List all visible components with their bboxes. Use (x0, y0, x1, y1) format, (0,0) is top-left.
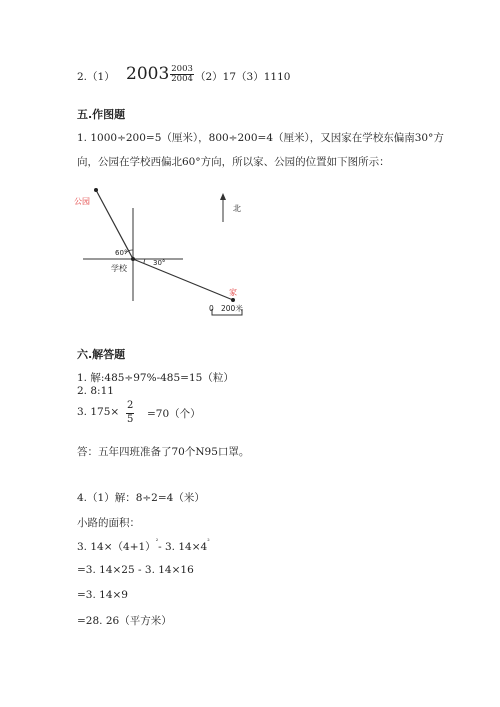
q4-line2: 小路的面积： (77, 517, 140, 529)
answer2: 2. 8:11 (77, 385, 114, 397)
answer3-prefix: 3. 175× (77, 406, 120, 418)
angle30-label: 30° (153, 259, 166, 267)
q4-line3-part2: - 3. 14×4 (158, 541, 208, 553)
answer3-frac-den: 5 (127, 413, 134, 425)
q2-label: 2.（1） (77, 71, 115, 83)
q2-fraction (170, 65, 194, 85)
school-label: 学校 (111, 264, 127, 273)
q2-mixed-number (126, 64, 194, 84)
north-label: 北 (233, 204, 241, 213)
location-diagram (70, 180, 270, 325)
home-label: 家 (229, 288, 237, 297)
section5-line2: 向，公园在学校西偏北60°方向，所以家、公园的位置如下图所示： (77, 156, 390, 168)
q4-line6: =28. 26（平方米） (77, 615, 172, 627)
answer1: 1. 解:485÷97%-485=15（粒） (77, 372, 234, 384)
home-point (231, 298, 235, 302)
answer3-suffix: =70（个） (147, 408, 201, 420)
park-label: 公园 (74, 197, 90, 206)
home-line (133, 259, 233, 300)
park-point (94, 188, 98, 192)
section5-heading: 五.作图题 (77, 108, 126, 121)
q4-line5: =3. 14×9 (77, 589, 128, 601)
section5-line1: 1. 1000÷200=5（厘米），800÷200=4（厘米），又因家在学校东偏南30°方 (77, 132, 444, 144)
angle30-arc (144, 259, 145, 263)
q4-line1: 4.（1）解：8÷2=4（米） (77, 492, 205, 504)
scale-zero-label: 0 (209, 304, 214, 313)
section6-heading: 六.解答题 (77, 348, 126, 361)
q2-rest: （2）17（3）1110 (195, 71, 291, 83)
q2-frac-num: 2003 (171, 63, 193, 74)
q2-whole: 2003 (126, 64, 170, 84)
angle60-label: 60° (115, 249, 128, 257)
north-arrow-icon (220, 193, 226, 200)
answer3-fraction (126, 400, 134, 426)
school-point (131, 257, 135, 261)
q4-line3-sup1: ² (155, 538, 159, 545)
q4-line3-part1: 3. 14×（4+1） (77, 541, 156, 553)
q4-line3-sup2: ² (207, 538, 210, 545)
answer3-frac-num: 2 (126, 400, 134, 414)
scale-length-label: 200米 (221, 304, 243, 313)
q2-frac-den: 2004 (171, 74, 193, 84)
q4-line3 (77, 539, 210, 554)
answer3-conclusion: 答：五年四班准备了70个N95口罩。 (77, 446, 250, 458)
q4-line4: =3. 14×25 - 3. 14×16 (77, 564, 194, 576)
